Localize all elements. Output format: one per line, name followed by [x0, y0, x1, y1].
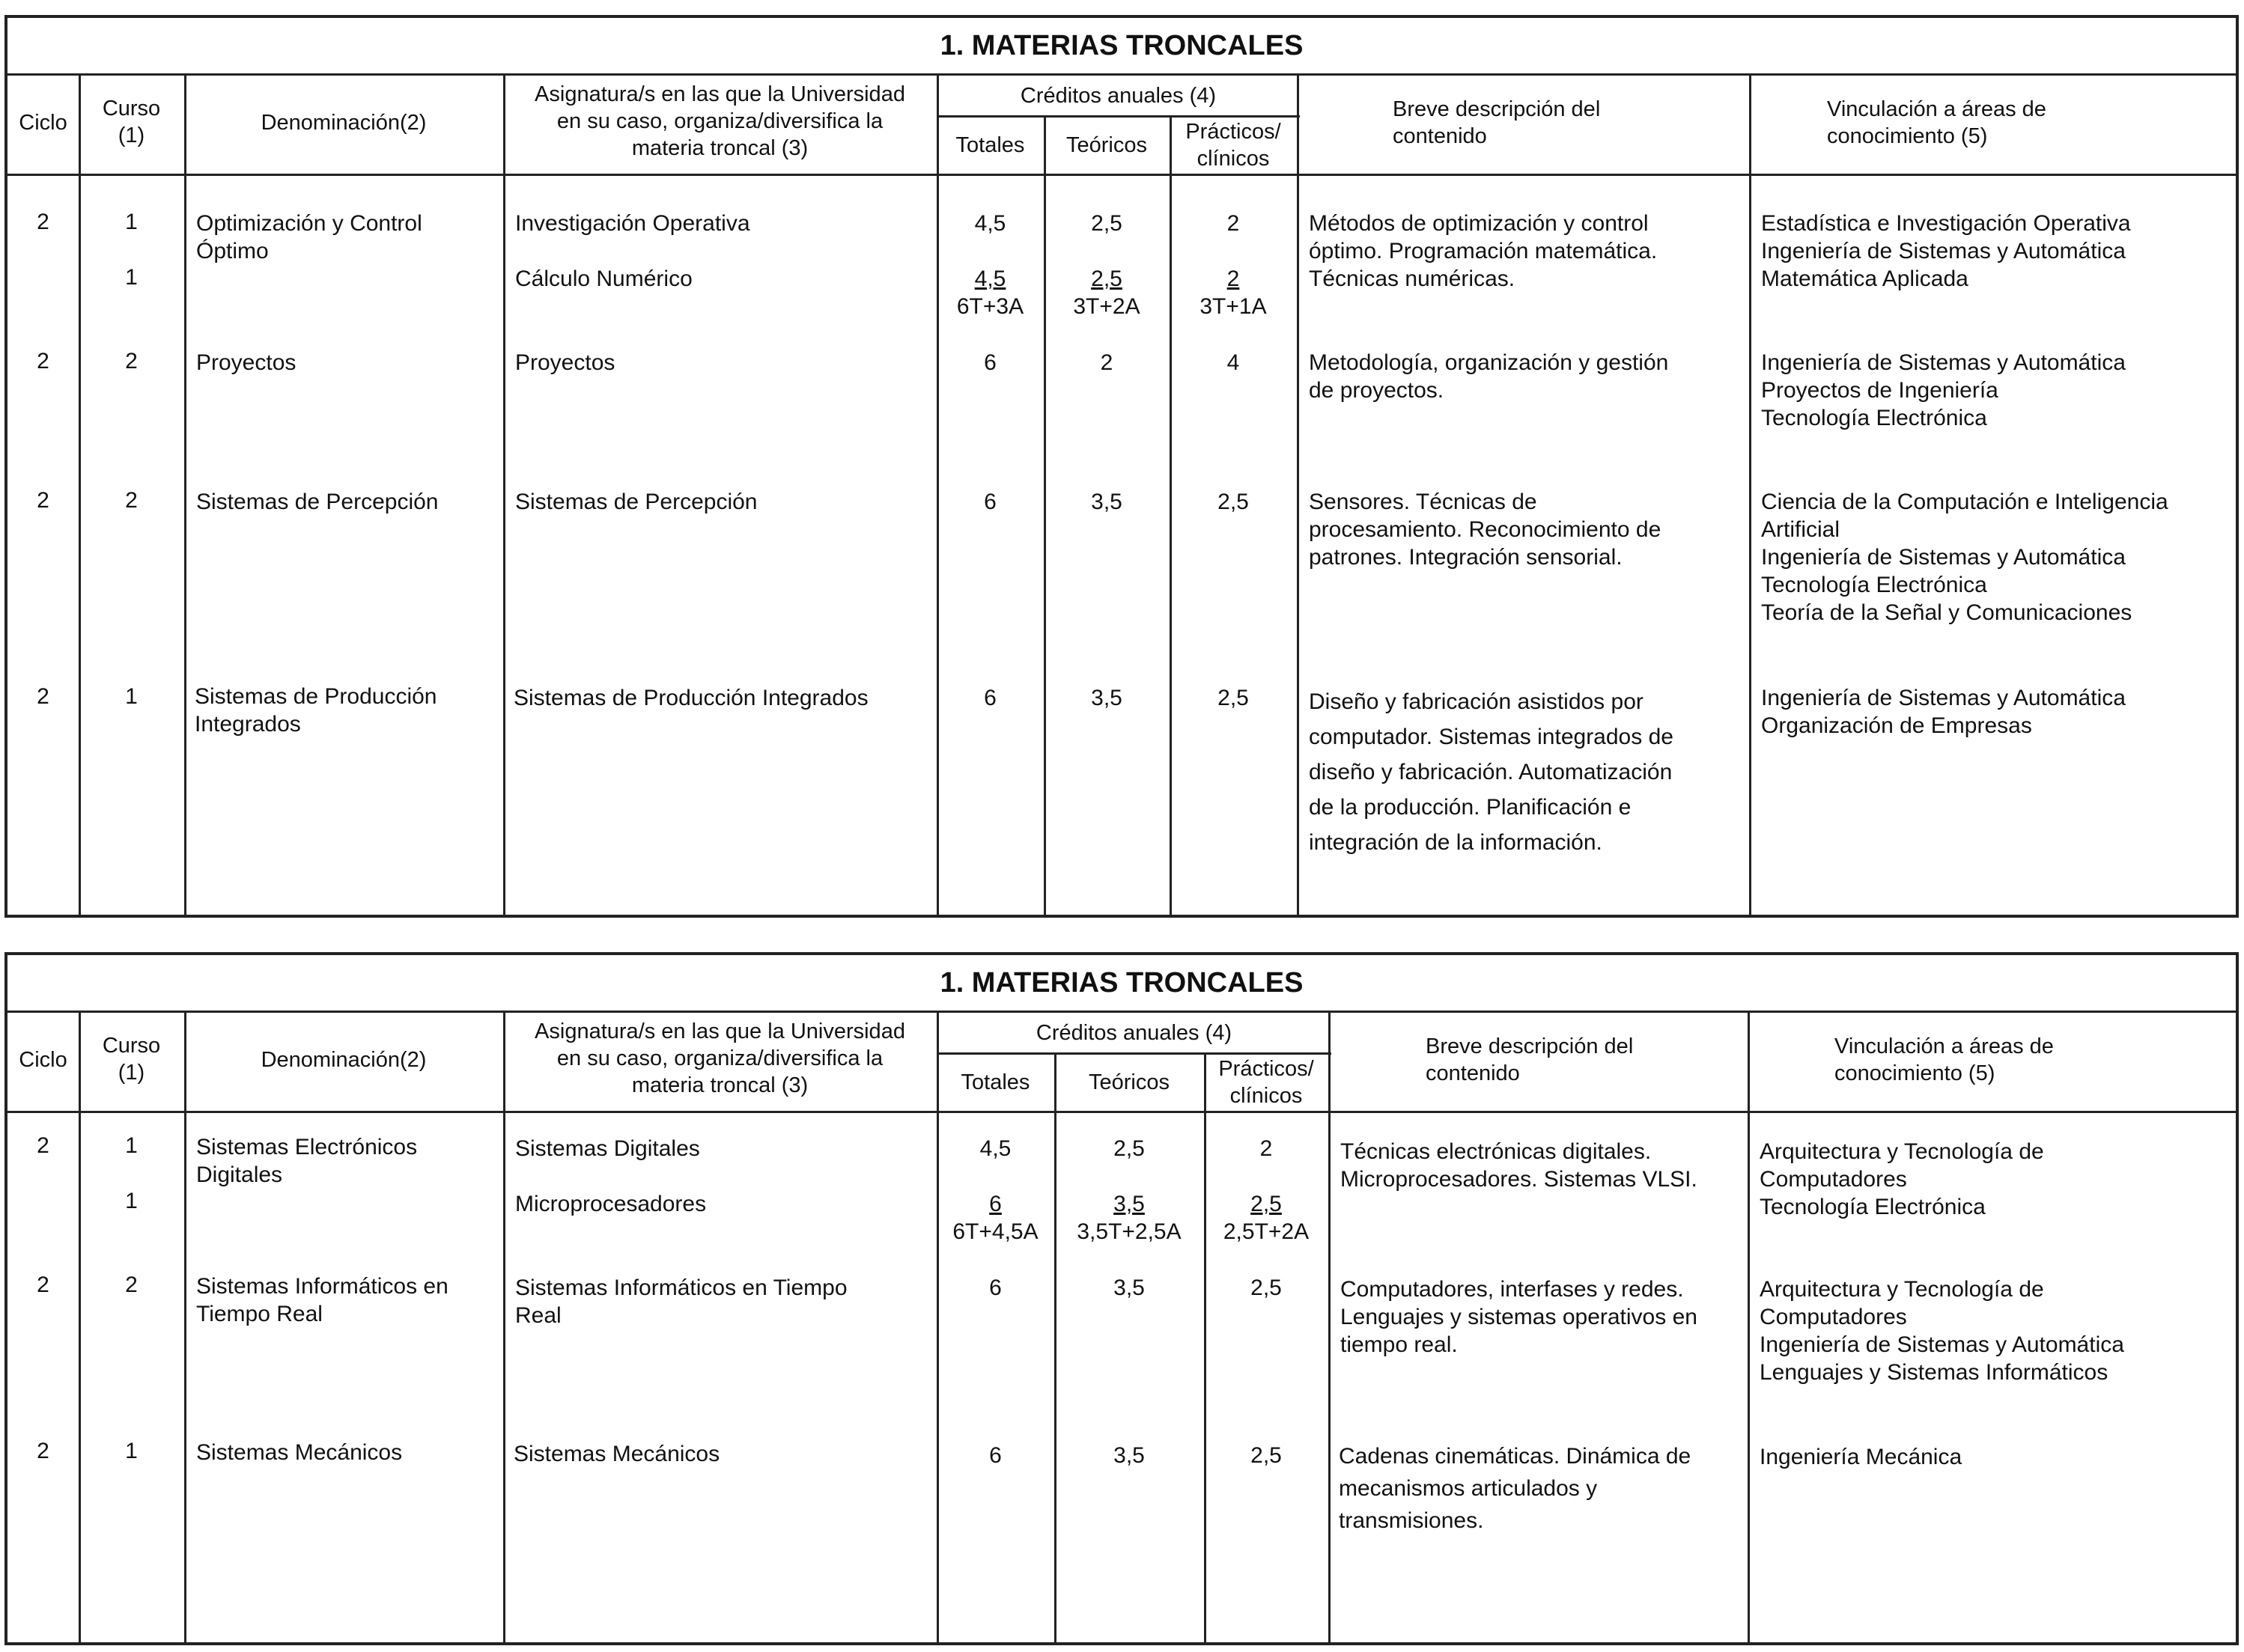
header-totales: Totales [961, 1070, 1030, 1094]
row-1-ciclo: 2 [37, 210, 49, 234]
row-3-denominacion: Sistemas de Percepción [196, 490, 439, 514]
row-2-descripcion: Metodología, organización y gestión de proyectos. [1309, 350, 1669, 403]
row-3-ciclo: 2 [37, 488, 49, 513]
row-1-asignatura-b: Cálculo Numérico [515, 266, 693, 291]
row-3-descripcion: Sensores. Técnicas de procesamiento. Reconocimiento de patrones. Integración sensorial. [1309, 490, 1661, 570]
row-2-practicos: 4 [1226, 350, 1240, 375]
row-4-practicos: 2,5 [1217, 686, 1249, 710]
row-4-descripcion: Diseño y fabricación asistidos por computador. Sistemas integrados de diseño y fabricación. Automatización de la producción. Planificación e integración de la información. [1309, 689, 1673, 855]
row-2-totales: 6 [989, 1275, 1002, 1300]
row-3-vinculacion: Ciencia de la Computación e Inteligencia Artificial Ingeniería de Sistemas y Automática Tecnología Electrónica Teoría de la Señal y Comunicaciones [1761, 490, 2168, 625]
header-descripcion: Breve descripción del contenido [1393, 97, 1601, 148]
row-4-vinculacion: Ingeniería de Sistemas y Automática Organización de Empresas [1761, 686, 2126, 738]
row-1-vinculacion: Arquitectura y Tecnología de Computadores Tecnología Electrónica [1760, 1139, 2044, 1219]
row-3-denominacion: Sistemas Mecánicos [196, 1440, 403, 1465]
row-1-curso: 1 1 [125, 1133, 138, 1213]
row-1-totales-c: 6T+4,5A [952, 1219, 1039, 1244]
header-vinculacion: Vinculación a áreas de conocimiento (5) [1827, 97, 2046, 148]
row-3-curso: 1 [125, 1439, 138, 1463]
row-4-denominacion: Sistemas de Producción Integrados [195, 684, 437, 737]
row-2-totales: 6 [984, 350, 997, 375]
row-1-descripcion: Métodos de optimización y control óptimo. Programación matemática. Técnicas numéricas. [1309, 211, 1658, 291]
header-totales: Totales [955, 133, 1025, 157]
row-1-practicos-c: 2,5T+2A [1223, 1219, 1310, 1244]
row-1-vinculacion: Estadística e Investigación Operativa Ingeniería de Sistemas y Automática Matemática Aplicada [1761, 211, 2131, 291]
row-1-denominacion: Sistemas Electrónicos Digitales [196, 1135, 418, 1187]
row-2-curso: 2 [125, 1272, 138, 1297]
header-teoricos: Teóricos [1089, 1070, 1170, 1094]
row-1-practicos-b: 2 [1226, 266, 1240, 291]
header-asignatura: Asignatura/s en las que la Universidad en su caso, organiza/diversifica la materia troncal (3) [535, 82, 905, 160]
row-2-curso: 2 [125, 349, 138, 374]
header-asignatura: Asignatura/s en las que la Universidad en su caso, organiza/diversifica la materia troncal (3) [535, 1019, 905, 1097]
row-1-practicos-b: 2,5 [1250, 1192, 1282, 1216]
row-3-asignatura-a: Sistemas de Percepción [515, 490, 758, 514]
row-1-asignatura-b: Microprocesadores [515, 1192, 707, 1216]
row-1-descripcion: Técnicas electrónicas digitales. Microprocesadores. Sistemas VLSI. [1340, 1139, 1697, 1192]
row-1-practicos-c: 3T+1A [1199, 294, 1267, 319]
row-3-vinculacion: Ingeniería Mecánica [1760, 1445, 1962, 1469]
header-descripcion: Breve descripción del contenido [1426, 1034, 1634, 1085]
header-creditos: Créditos anuales (4) [1020, 84, 1217, 108]
header-practicos: Prácticos/ clínicos [1185, 120, 1281, 171]
row-3-curso: 2 [125, 488, 138, 513]
header-ciclo: Ciclo [19, 111, 67, 135]
row-3-asignatura-a: Sistemas Mecánicos [514, 1442, 720, 1466]
row-1-practicos-a: 2 [1226, 211, 1240, 236]
row-3-totales: 6 [989, 1443, 1002, 1468]
row-1-totales-b: 6 [989, 1192, 1002, 1216]
table-title: 1. MATERIAS TRONCALES [7, 18, 2236, 76]
row-2-teoricos: 2 [1100, 350, 1113, 375]
materias-troncales-table-1 [4, 15, 2239, 918]
row-1-practicos-a: 2 [1259, 1136, 1273, 1161]
row-1-teoricos-c: 3,5T+2,5A [1077, 1219, 1182, 1244]
row-1-denominacion: Optimización y Control Óptimo [196, 211, 422, 263]
materias-troncales-table-2 [4, 952, 2239, 1645]
header-curso: Curso (1) [102, 1034, 161, 1085]
header-curso: Curso (1) [102, 97, 161, 147]
row-1-teoricos-c: 3T+2A [1073, 294, 1140, 319]
row-4-totales: 6 [984, 686, 997, 710]
row-4-ciclo: 2 [37, 684, 49, 709]
header-teoricos: Teóricos [1066, 133, 1147, 157]
row-4-asignatura-a: Sistemas de Producción Integrados [514, 686, 869, 710]
header-denominacion: Denominación(2) [261, 1048, 427, 1072]
row-2-denominacion: Sistemas Informáticos en Tiempo Real [196, 1274, 449, 1326]
row-1-curso: 1 1 [125, 210, 138, 290]
row-1-totales-c: 6T+3A [956, 294, 1024, 319]
row-2-practicos: 2,5 [1250, 1275, 1282, 1300]
row-3-practicos: 2,5 [1217, 490, 1249, 514]
header-creditos: Créditos anuales (4) [1036, 1021, 1232, 1045]
row-1-teoricos-a: 2,5 [1091, 211, 1122, 236]
header-denominacion: Denominación(2) [261, 111, 427, 135]
row-1-totales-b: 4,5 [974, 266, 1006, 291]
row-1-teoricos-b: 3,5 [1113, 1192, 1145, 1216]
row-2-vinculacion: Arquitectura y Tecnología de Computadores Ingeniería de Sistemas y Automática Lenguajes y Sistemas Informáticos [1760, 1277, 2124, 1385]
row-2-asignatura-a: Proyectos [515, 350, 615, 375]
row-3-practicos: 2,5 [1250, 1443, 1282, 1468]
row-4-curso: 1 [125, 684, 138, 709]
row-2-asignatura-a: Sistemas Informáticos en Tiempo Real [515, 1275, 848, 1328]
header-ciclo: Ciclo [19, 1048, 67, 1072]
row-3-teoricos: 3,5 [1113, 1443, 1145, 1468]
row-3-teoricos: 3,5 [1091, 490, 1122, 514]
table-title: 1. MATERIAS TRONCALES [7, 955, 2236, 1013]
header-vinculacion: Vinculación a áreas de conocimiento (5) [1834, 1034, 2054, 1085]
row-2-ciclo: 2 [37, 349, 49, 374]
row-4-teoricos: 3,5 [1091, 686, 1122, 710]
row-1-asignatura-a: Investigación Operativa [515, 211, 750, 236]
row-1-teoricos-b: 2,5 [1091, 266, 1122, 291]
header-practicos: Prácticos/ clínicos [1218, 1057, 1314, 1108]
row-2-ciclo: 2 [37, 1272, 49, 1297]
row-1-teoricos-a: 2,5 [1113, 1136, 1145, 1161]
row-3-descripcion: Cadenas cinemáticas. Dinámica de mecanismos articulados y transmisiones. [1339, 1444, 1691, 1533]
row-2-denominacion: Proyectos [196, 350, 297, 375]
row-1-totales-a: 4,5 [974, 211, 1006, 236]
row-2-teoricos: 3,5 [1113, 1275, 1145, 1300]
row-2-descripcion: Computadores, interfases y redes. Lenguajes y sistemas operativos en tiempo real. [1340, 1277, 1697, 1357]
row-1-totales-a: 4,5 [979, 1136, 1012, 1161]
row-1-asignatura-a: Sistemas Digitales [515, 1136, 700, 1161]
row-3-totales: 6 [984, 490, 997, 514]
row-2-vinculacion: Ingeniería de Sistemas y Automática Proyectos de Ingeniería Tecnología Electrónica [1761, 350, 2126, 430]
row-1-ciclo: 2 [37, 1133, 49, 1158]
row-3-ciclo: 2 [37, 1439, 49, 1463]
